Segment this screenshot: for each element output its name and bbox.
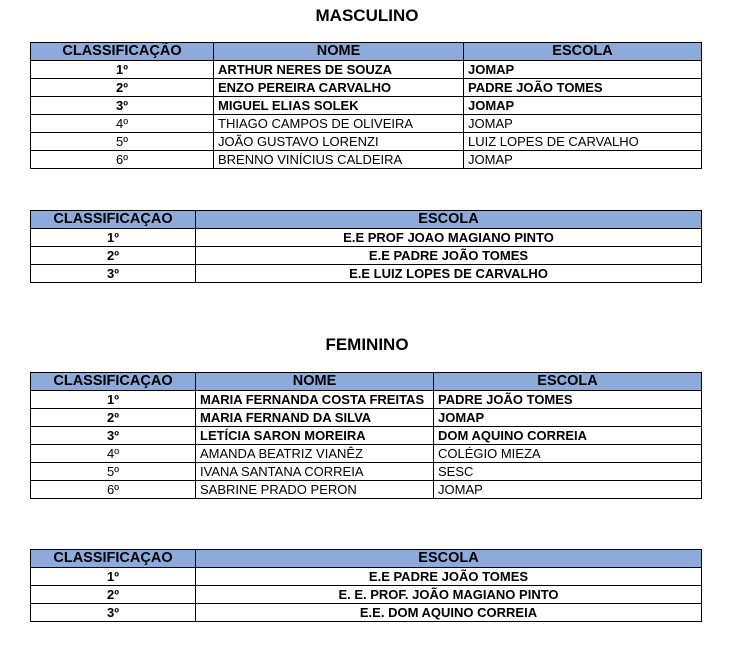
rank-cell: 3º — [31, 97, 214, 115]
rank-cell: 3º — [31, 427, 196, 445]
table-row — [31, 79, 702, 97]
school-cell: JOMAP — [464, 61, 702, 79]
feminino-individual-table — [30, 372, 702, 499]
school-cell: E.E PROF JOAO MAGIANO PINTO — [196, 229, 702, 247]
rank-cell: 2º — [31, 586, 196, 604]
masculino-title: MASCULINO — [315, 6, 419, 25]
masculino-individual-rows — [31, 61, 702, 169]
table-row — [31, 604, 702, 622]
name-cell: BRENNO VINÍCIUS CALDEIRA — [214, 151, 464, 169]
name-cell: MARIA FERNANDA COSTA FREITAS — [196, 391, 434, 409]
name-cell: THIAGO CAMPOS DE OLIVEIRA — [214, 115, 464, 133]
table-row — [31, 133, 702, 151]
table-row — [31, 115, 702, 133]
school-cell: E.E PADRE JOÃO TOMES — [196, 568, 702, 586]
table-row — [31, 229, 702, 247]
table-header-row — [31, 550, 702, 568]
school-cell: LUIZ LOPES DE CARVALHO — [464, 133, 702, 151]
column-header-nome: NOME — [196, 373, 434, 391]
rank-cell: 1º — [31, 229, 196, 247]
column-header-escola: ESCOLA — [196, 211, 702, 229]
school-cell: E.E. DOM AQUINO CORREIA — [196, 604, 702, 622]
table-row — [31, 409, 702, 427]
table-row — [31, 265, 702, 283]
school-cell: E.E LUIZ LOPES DE CARVALHO — [196, 265, 702, 283]
school-cell: E.E PADRE JOÃO TOMES — [196, 247, 702, 265]
name-cell: ENZO PEREIRA CARVALHO — [214, 79, 464, 97]
rank-cell: 4º — [31, 445, 196, 463]
masculino-individual-table — [30, 42, 702, 169]
table-row — [31, 97, 702, 115]
rank-cell: 5º — [31, 463, 196, 481]
masculino-schools-table — [30, 210, 702, 283]
rank-cell: 5º — [31, 133, 214, 151]
school-cell: JOMAP — [464, 151, 702, 169]
school-cell: SESC — [434, 463, 702, 481]
table-row — [31, 391, 702, 409]
table-header-row — [31, 373, 702, 391]
column-header-classificacao: CLASSIFICAÇAO — [31, 373, 196, 391]
name-cell: ARTHUR NERES DE SOUZA — [214, 61, 464, 79]
table-row — [31, 463, 702, 481]
name-cell: MIGUEL ELIAS SOLEK — [214, 97, 464, 115]
table-row — [31, 481, 702, 499]
rank-cell: 2º — [31, 79, 214, 97]
name-cell: LETÍCIA SARON MOREIRA — [196, 427, 434, 445]
table-row — [31, 445, 702, 463]
table-header-row — [31, 43, 702, 61]
school-cell: PADRE JOÃO TOMES — [464, 79, 702, 97]
name-cell: IVANA SANTANA CORREIA — [196, 463, 434, 481]
rank-cell: 1º — [31, 391, 196, 409]
rank-cell: 6º — [31, 151, 214, 169]
rank-cell: 4º — [31, 115, 214, 133]
column-header-classificacao: CLASSIFICAÇAO — [31, 550, 196, 568]
rank-cell: 1º — [31, 61, 214, 79]
feminino-schools-rows — [31, 568, 702, 622]
column-header-escola: ESCOLA — [196, 550, 702, 568]
school-cell: E. E. PROF. JOÃO MAGIANO PINTO — [196, 586, 702, 604]
table-row — [31, 61, 702, 79]
rank-cell: 1º — [31, 568, 196, 586]
table-header-row — [31, 211, 702, 229]
rank-cell: 3º — [31, 265, 196, 283]
feminino-schools-table — [30, 549, 702, 622]
table-row — [31, 568, 702, 586]
masculino-schools-rows — [31, 229, 702, 283]
column-header-escola: ESCOLA — [434, 373, 702, 391]
column-header-escola: ESCOLA — [464, 43, 702, 61]
feminino-individual-rows — [31, 391, 702, 499]
school-cell: JOMAP — [434, 481, 702, 499]
name-cell: MARIA FERNAND DA SILVA — [196, 409, 434, 427]
school-cell: JOMAP — [464, 115, 702, 133]
rank-cell: 6º — [31, 481, 196, 499]
name-cell: JOÃO GUSTAVO LORENZI — [214, 133, 464, 151]
rank-cell: 2º — [31, 409, 196, 427]
table-row — [31, 586, 702, 604]
name-cell: AMANDA BEATRIZ VIANÊZ — [196, 445, 434, 463]
rank-cell: 3º — [31, 604, 196, 622]
table-row — [31, 247, 702, 265]
school-cell: COLÉGIO MIEZA — [434, 445, 702, 463]
school-cell: JOMAP — [464, 97, 702, 115]
column-header-classificacao: CLASSIFICAÇÃO — [31, 43, 214, 61]
school-cell: JOMAP — [434, 409, 702, 427]
school-cell: PADRE JOÃO TOMES — [434, 391, 702, 409]
name-cell: SABRINE PRADO PERON — [196, 481, 434, 499]
feminino-title: FEMININO — [325, 335, 409, 354]
school-cell: DOM AQUINO CORREIA — [434, 427, 702, 445]
column-header-nome: NOME — [214, 43, 464, 61]
rank-cell: 2º — [31, 247, 196, 265]
column-header-classificacao: CLASSIFICAÇAO — [31, 211, 196, 229]
table-row — [31, 151, 702, 169]
table-row — [31, 427, 702, 445]
